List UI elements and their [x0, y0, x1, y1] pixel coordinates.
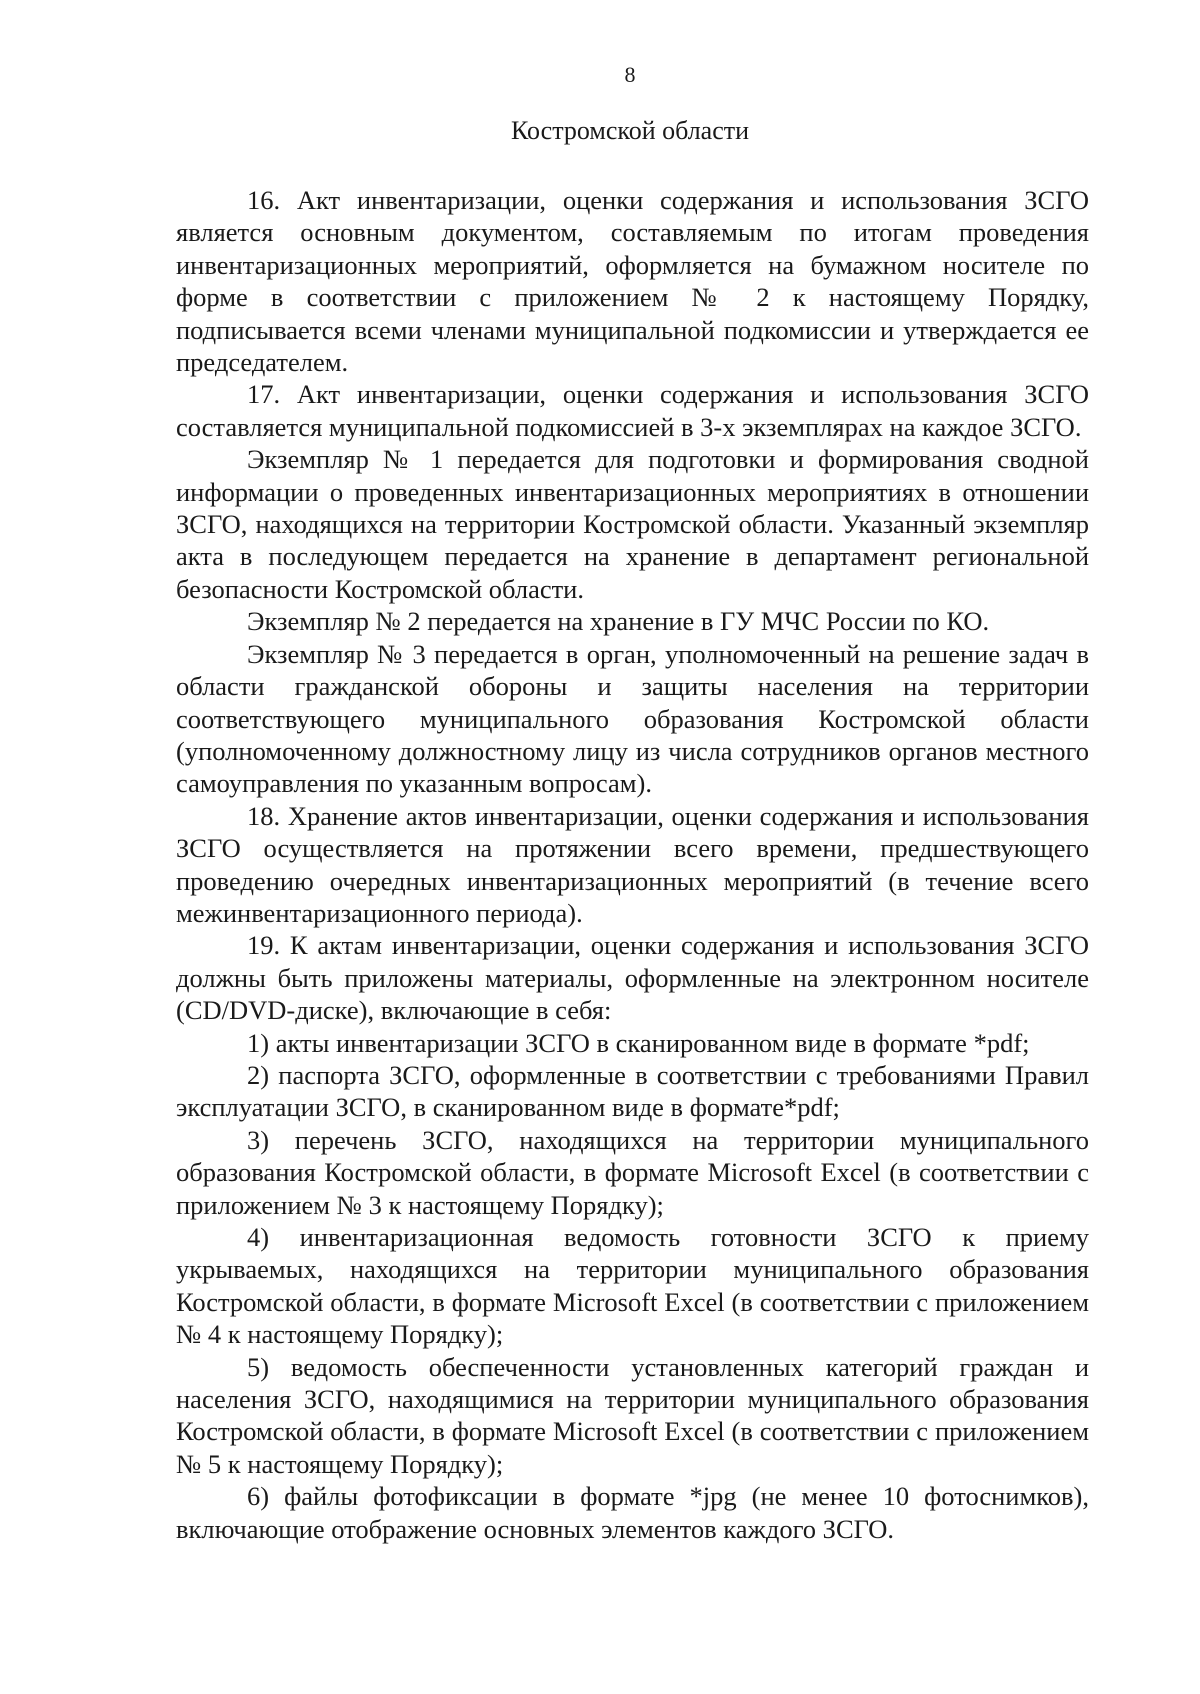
paragraph-19: 19. К актам инвентаризации, оценки содержания и использования ЗСГО должны быть приложены материалы, оформленные на электронном носителе (CD/DVD-диске), включающие в себя:: [176, 930, 1089, 1026]
paragraph-18: 18. Хранение актов инвентаризации, оценки содержания и использования ЗСГО осуществляется на протяжении всего времени, предшествующего проведению очередных инвентаризационных мероприятий (в течение всего межинвентаризационного периода).: [176, 800, 1089, 928]
list-item-2: 2) паспорта ЗСГО, оформленные в соответствии с требованиями Правил эксплуатации ЗСГО, в сканированном виде в формате*pdf;: [176, 1059, 1089, 1123]
list-item-1: 1) акты инвентаризации ЗСГО в сканированном виде в формате *pdf;: [247, 1027, 1030, 1058]
paragraph-copy-1: Экземпляр № 1 передается для подготовки и формирования сводной информации о проведенных инвентаризационных мероприятиях в отношении ЗСГО, находящихся на территории Костромской области. Указанный экземпляр акта в последующем передается на хранение в департамент региональной безопасности Костромской области.: [176, 444, 1089, 604]
paragraph-17: 17. Акт инвентаризации, оценки содержания и использования ЗСГО составляется муниципальной подкомиссией в 3-х экземплярах на каждое ЗСГО.: [176, 379, 1089, 442]
page-number: 8: [624, 62, 636, 87]
list-item-6: 6) файлы фотофиксации в формате *jpg (не менее 10 фотоснимков), включающие отображение основных элементов каждого ЗСГО.: [176, 1481, 1089, 1544]
list-item-5: 5) ведомость обеспеченности установленных категорий граждан и населения ЗСГО, находящимися на территории муниципального образования Костромской области, в формате Microsoft Excel (в соответствии с приложением № 5 к настоящему Порядку);: [176, 1351, 1089, 1479]
page-heading: Костромской области: [510, 116, 750, 145]
list-item-4: 4) инвентаризационная ведомость готовности ЗСГО к приему укрываемых, находящихся на территории муниципального образования Костромской области, в формате Microsoft Excel (в соответствии с приложением № 4 к настоящему Порядку);: [176, 1222, 1089, 1350]
document-body: [176, 184, 1089, 1545]
paragraph-copy-3: Экземпляр № 3 передается в орган, уполномоченный на решение задач в области гражданской обороны и защиты населения на территории соответствующего муниципального образования Костромской области (уполномоченному должностному лицу из числа сотрудников органов местного самоуправления по указанным вопросам).: [176, 638, 1089, 799]
paragraph-16: 16. Акт инвентаризации, оценки содержания и использования ЗСГО является основным документом, составляемым по итогам проведения инвентаризационных мероприятий, оформляется на бумажном носителе по форме в соответствии с приложением № 2 к настоящему Порядку, подписывается всеми членами муниципальной подкомиссии и утверждается ее председателем.: [176, 185, 1089, 378]
list-item-3: 3) перечень ЗСГО, находящихся на территории муниципального образования Костромской области, в формате Microsoft Excel (в соответствии с приложением № 3 к настоящему Порядку);: [176, 1124, 1089, 1220]
paragraph-copy-2: Экземпляр № 2 передается на хранение в ГУ МЧС России по КО.: [247, 606, 990, 637]
